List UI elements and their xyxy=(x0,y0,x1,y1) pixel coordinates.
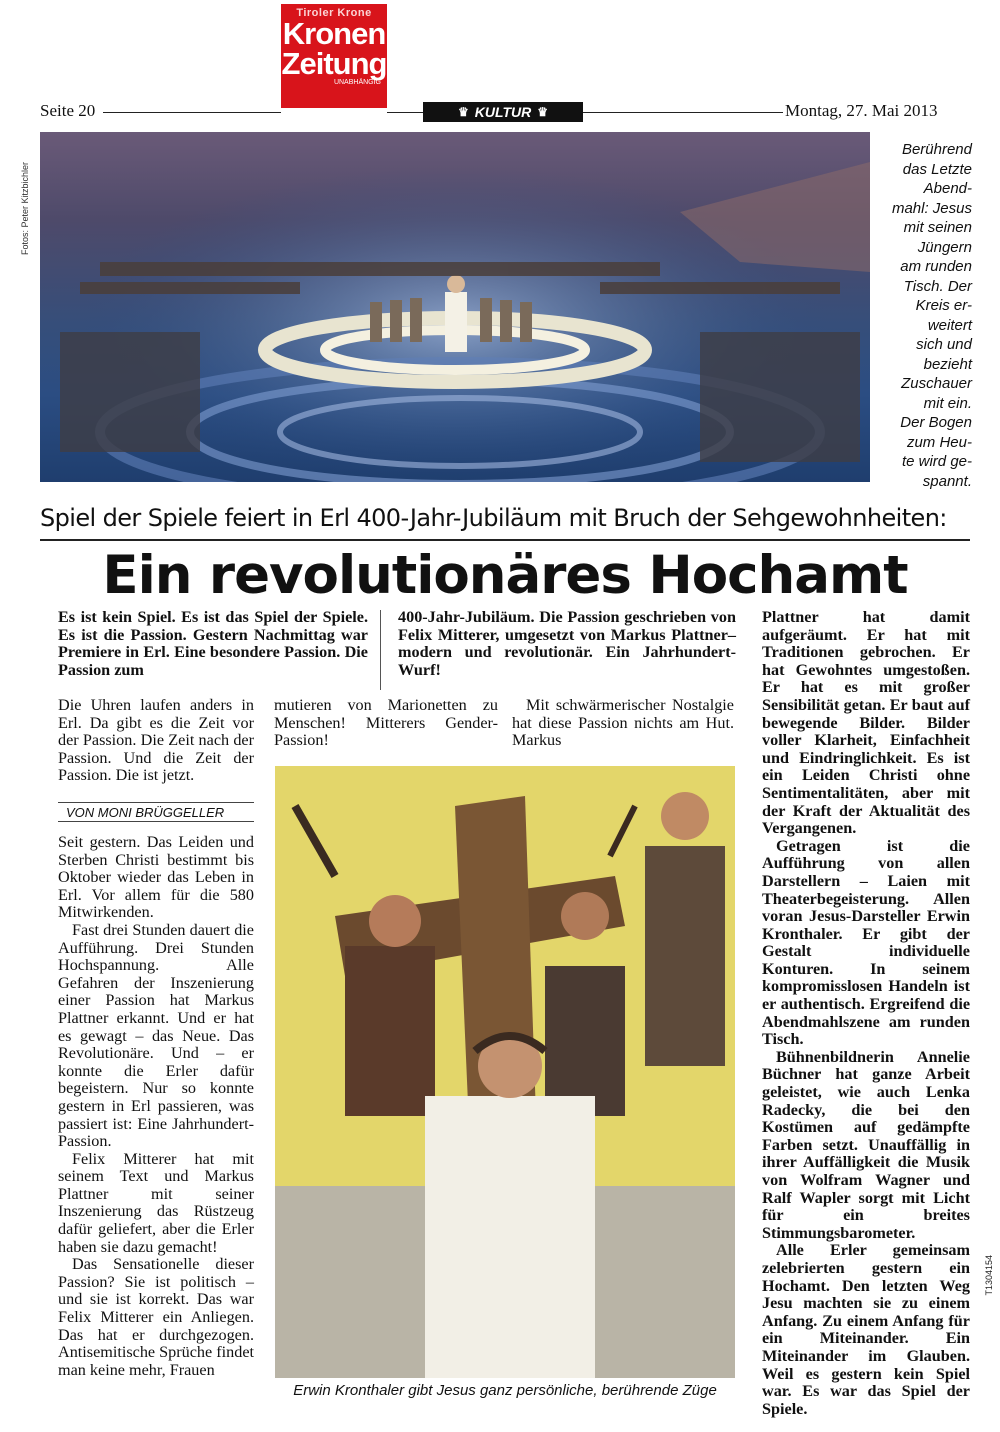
photo-caption: Erwin Kronthaler gibt Jesus ganz persönliche, berührende Züge xyxy=(293,1382,717,1399)
newspaper-logo xyxy=(281,4,387,108)
lead-paragraph-continued: 400-Jahr-Jubiläum. Die Passion geschrieben von Felix Mitterer, umgesetzt von Markus Plattner– modern und revolutionär. Ein Jahrhundert-Wurf! xyxy=(398,608,736,679)
intro-paragraph: Die Uhren laufen anders in Erl. Da gibt es die Zeit vor der Passion. Die Zeit nach der Passion. Und die Zeit der Passion. Die ist jetzt. xyxy=(58,696,254,785)
crown-icon: ♛ xyxy=(537,105,549,119)
logo-tagline: UNABHÄNGIG xyxy=(333,79,381,86)
logo-edition: Tiroler Krone xyxy=(296,7,372,19)
photo-caption: Berührend das Letzte Abend- mahl: Jesus mit seinen Jüngern am runden Tisch. Der Kreis er- weitert sich und bezieht Zuschauer mit ein. Der Bogen zum Heu- te wird ge- spannt. xyxy=(891,141,972,490)
article-paragraph: Das Sensationelle dieser Passion? Sie ist politisch – und sie ist korrekt. Das war Felix Mitterer ein Anliegen. Das hat er durchgezogen. Antisemitische Sprüche findet man keine mehr, Frauen xyxy=(58,1255,255,1379)
logo-line1: Kronen xyxy=(282,16,386,51)
article-paragraph: Getragen ist die Aufführung von allen Darstellern – Laien mit Theaterbegeisterung. Allen voran Jesus-Darsteller Erwin Kronthaler. Er gibt der Gestalt individuelle Konturen. In seinem kompromisslosen Handeln ist er authentisch. Ergreifend die Abendmahlszene am runden Tisch. xyxy=(762,836,970,1049)
article-column-1 xyxy=(58,834,254,1379)
archive-code: T1304154 xyxy=(984,1255,994,1296)
column-rule xyxy=(380,610,381,690)
crucifixion-scene-illustration xyxy=(275,766,735,1378)
page-number: Seite 20 xyxy=(40,101,96,120)
subheadline: Spiel der Spiele feiert in Erl 400-Jahr-Jubiläum mit Bruch der Sehgewohnheiten: xyxy=(40,504,947,532)
header-rule xyxy=(583,112,783,113)
jesus-cross-photo xyxy=(275,766,735,1378)
header-rule xyxy=(387,112,423,113)
section-label xyxy=(423,102,583,122)
lead-paragraph: Es ist kein Spiel. Es ist das Spiel der Spiele. Es ist die Passion. Gestern Nachmittag war Premiere in Erl. Eine besondere Passion. Die Passion zum xyxy=(58,608,368,679)
article-paragraph: Plattner hat damit aufgeräumt. Er hat mit Traditionen gebrochen. Er hat Gewohntes umgestoßen. Er hat es mit großer Sensibilität getan. Er baut auf bewegende Bilder. Bilder voller Klarheit, Einfachheit und Eindringlichkeit. Es ist ein Leiden Christi ohne Sentimentalitäten, aber mit der Kraft der Aktualität des Vergangenen. xyxy=(762,608,970,838)
stage-scene-illustration xyxy=(40,132,870,482)
article-paragraph: Seit gestern. Das Leiden und Sterben Christi bestimmt bis Oktober wieder das Leben in Erl. Vor allem für die 580 Mitwirkenden. xyxy=(58,833,254,922)
author-byline: VON MONI BRÜGGELLER xyxy=(58,802,254,822)
last-supper-photo xyxy=(40,132,870,482)
article-paragraph: Fast drei Stunden dauert die Aufführung. Drei Stunden Hochspannung. Alle Gefahren der Inszenierung einer Passion hat Markus Plattner erkannt. Und er hat es gewagt – das Neue. Das Revolutionäre. Und – er konnte die Erler dafür begeistern. Nur so konnte gestern in Erl passieren, was passiert ist: Eine Jahrhundert-Passion. xyxy=(58,920,254,1151)
headline: Ein revolutionäres Hochamt xyxy=(102,545,908,606)
article-paragraph: Alle Erler gemeinsam zelebrierten gestern ein Hochamt. Den letzten Weg Jesu machten sie zu einem Anfang. Zu einem Anfang für ein Miteinander. Ein Miteinander im Glauben. Weil es gestern kein Spiel war. Es war das Spiel der Spiele. xyxy=(762,1241,970,1418)
crown-icon: ♛ xyxy=(457,105,469,119)
article-paragraph: Bühnenbildnerin Annelie Büchner hat ganze Arbeit geleistet, wie auch Lenka Radecky, die bei den Kostümen auf gedämpfte Farben setzt. Unauffällig in ihrer Auffälligkeit die Musik von Wolfram Wagner und Ralf Wapler sorgt mit Licht für ein breites Stimmungsbarometer. xyxy=(762,1047,970,1242)
section-name: KULTUR xyxy=(474,104,532,120)
header-rule xyxy=(103,112,281,113)
logo-line2: Zeitung xyxy=(281,46,387,81)
article-paragraph: Felix Mitterer hat mit seinem Text und Markus Plattner mit seiner Inszenierung das Rüstzeug dafür geliefert, aber die Erler haben sie dazu gemacht! xyxy=(58,1149,254,1256)
article-column-4 xyxy=(762,609,970,1418)
photo-credit: Fotos: Peter Kitzbichler xyxy=(20,161,30,255)
article-column-2: mutieren von Marionetten zu Menschen! Mitterers Gender-Passion! xyxy=(274,696,498,750)
article-column-3: Mit schwärmerischer Nostalgie hat diese Passion nichts am Hut. Markus xyxy=(512,696,734,750)
issue-date: Montag, 27. Mai 2013 xyxy=(785,101,938,120)
